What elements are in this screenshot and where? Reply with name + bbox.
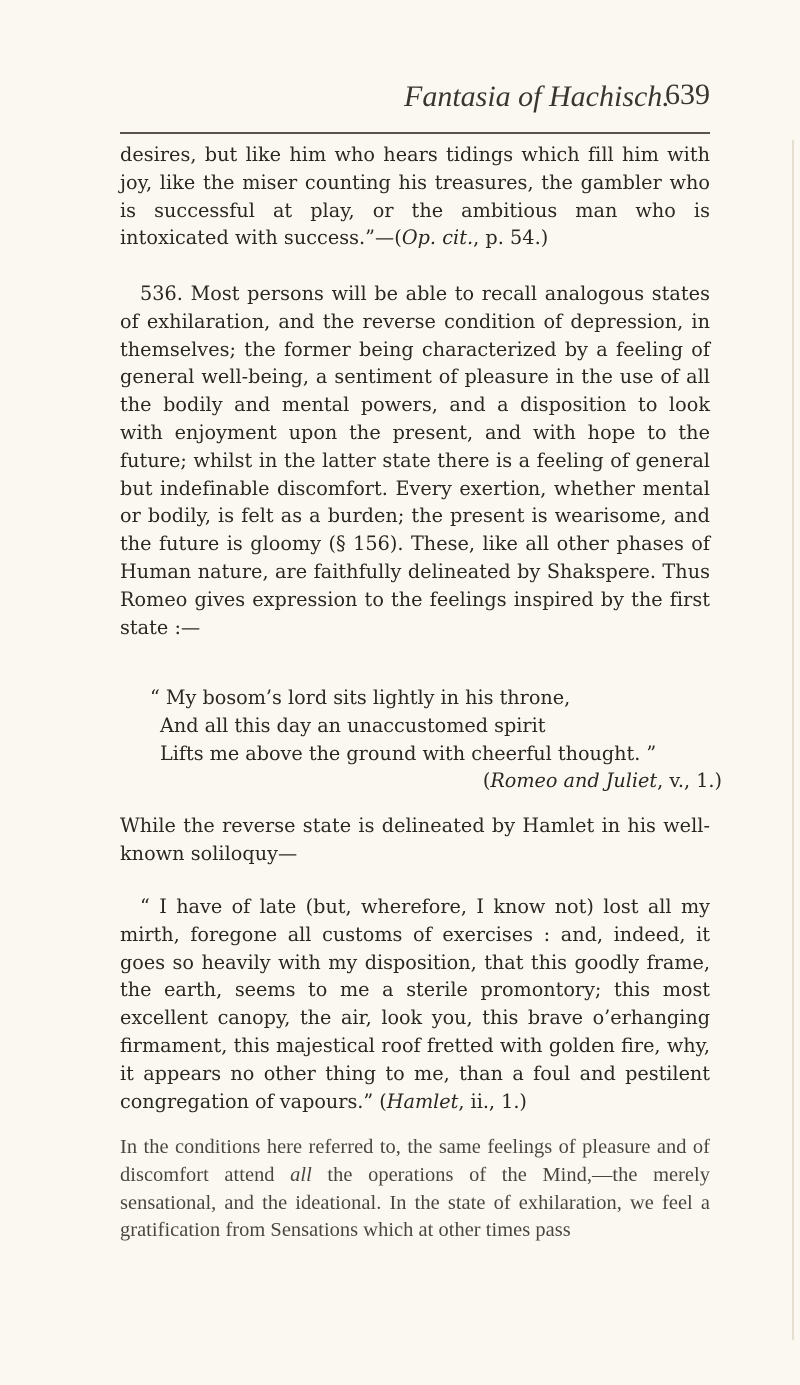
page-number: 639 (665, 78, 710, 111)
verse-line-3: Lifts me above the ground with cheerful thought. ” (160, 741, 657, 765)
paragraph-hamlet-intro (120, 812, 710, 868)
verse-quotation (150, 684, 722, 795)
paragraph-text: While the reverse state is delineated by Hamlet in his well-known soliloquy— (120, 814, 710, 865)
page-header (120, 72, 710, 134)
running-title: Fantasia of Hachisch. (404, 80, 670, 113)
hamlet-quotation (120, 893, 710, 1115)
verse-citation: (Romeo and Juliet, v., 1.) (482, 769, 722, 793)
citation-italic: Hamlet (386, 1089, 459, 1113)
citation-rest: , v., 1.) (657, 769, 722, 793)
citation-rest: , ii., 1.) (458, 1089, 527, 1113)
quotation-text: “ I have of late (but, wherefore, I know not) lost all my mirth, foregone all customs of exercises : and, indeed, it goes so heavily with my disposition, that this goodly frame, the earth, seems to me a sterile promontory; this most excellent canopy, the air, look you, this brave o’erhanging firmament, this majestical roof fretted with golden fire, why, it appears no other thing to me, than a foul and pestilent congregation of vapours.” ( (120, 895, 710, 1113)
citation-rest: , p. 54.) (473, 226, 549, 250)
citation-italic: Romeo and Juliet (490, 769, 658, 793)
paragraph-text: desires, but like him who hears tidings which fill him with joy, like the miser counting his treasures, the gambler who is successful at play, or the ambitious man who is intoxicated with success.”—( (120, 143, 710, 250)
paragraph-text-end: the operations of the Mind,—the merely sensational, and the ideational. In the state of exhilaration, we feel a gratification from Sensations which at other times pass (120, 1163, 710, 1242)
verse-line-1: “ My bosom’s lord sits lightly in his throne, (150, 686, 571, 709)
paragraph-536 (120, 280, 710, 641)
page-edge-shadow (792, 140, 794, 1340)
emphasis-all: all (290, 1163, 312, 1186)
paragraph-text: In the conditions here referred to, the same feelings of pleasure and of discomfort attend (120, 1136, 710, 1186)
paragraph-text: 536. Most persons will be able to recall analogous states of exhilaration, and the reverse condition of depression, in themselves; the former being characterized by a feeling of general well-being, a sentiment of pleasure in the use of all the bodily and mental powers, and a disposition to look with enjoyment upon the present, and with hope to the future; whilst in the latter state there is a feeling of general but indefinable discomfort. Every exertion, whether mental or bodily, is felt as a burden; the present is wearisome, and the future is gloomy (§ 156). These, like all other phases of Human nature, are faithfully delineated by Shakspere. Thus Romeo gives expression to the feelings inspired by the first state :— (120, 282, 710, 639)
verse-line-2: And all this day an unaccustomed spirit (160, 713, 546, 737)
citation-italic: Op. cit. (401, 226, 474, 250)
paragraph-continuation (120, 141, 710, 252)
paragraph-conditions (120, 1134, 710, 1245)
